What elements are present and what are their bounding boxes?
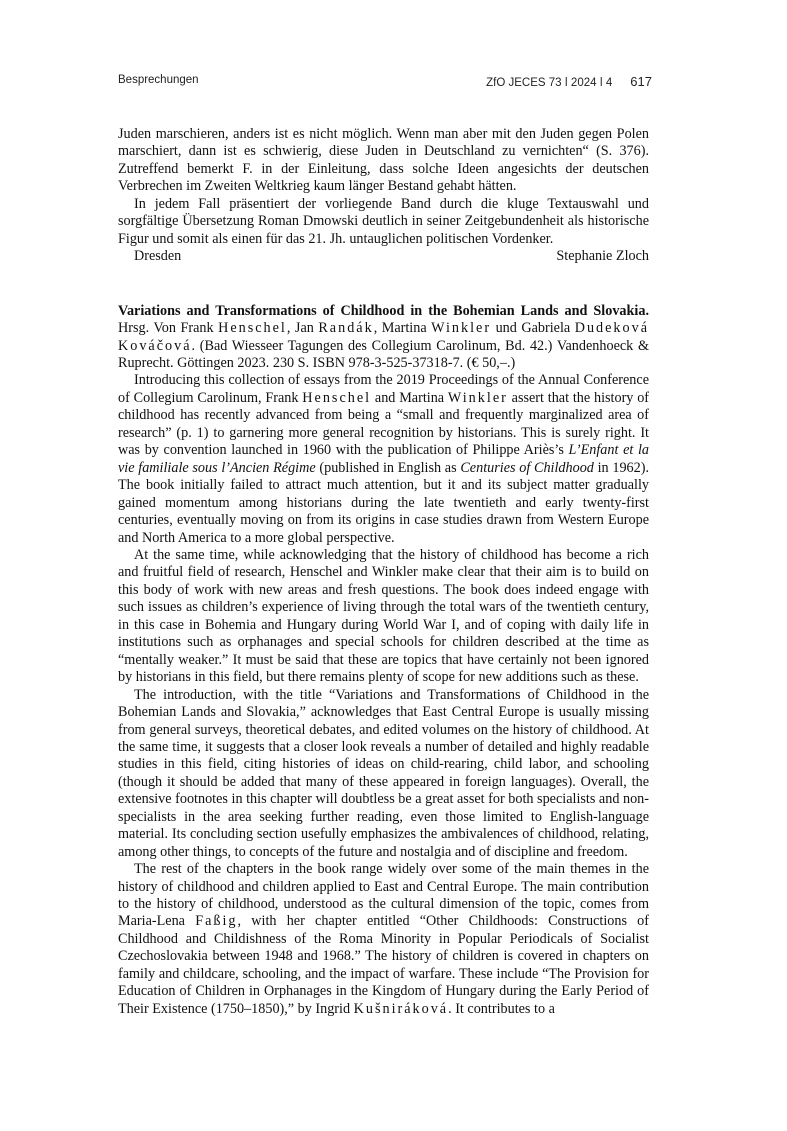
- text-run: . It contributes to a: [448, 1000, 555, 1017]
- reviewer-name: Stephanie Zloch: [556, 248, 649, 265]
- author-name: Henschel: [302, 389, 372, 406]
- page-body: [118, 126, 649, 1018]
- editor-name: Henschel: [218, 320, 287, 337]
- journal-issue: ZfO JECES 73 ǀ 2024 ǀ 4: [486, 77, 613, 89]
- book-citation: Centuries of Childhood: [460, 459, 594, 476]
- editor-name: Dudeková Kováčová: [118, 320, 650, 354]
- editor-separator: , Jan: [286, 320, 314, 337]
- text-run: The rest of the chapters in the book range widely over some of the main themes in the history of childhood and children applied to East and Central Europe. The main contribution to the history of childhood, understood as the cultural dimension of the topic, comes from Maria-Lena: [118, 861, 649, 930]
- page-number: 617: [630, 74, 652, 89]
- text-run: assert that the history of childhood has recently advanced from being a “small and frequently marginalized area of research” (p. 1) to garnering more general recognition by historians. This is surely right. It was by convention launched in 1960 with the publication of Philippe Ariès’s: [118, 389, 650, 459]
- editor-separator: , Martina: [373, 320, 427, 337]
- review-paragraph-2: At the same time, while acknowledging that the history of childhood has become a rich and fruitful field of research, Henschel and Winkler make clear that their aim is to build on this body of work with new areas and fresh questions. The book does indeed engage with such issues as children’s experience of living through the total wars of the twentieth century, in this case in Bohemia and Hungary during World War I, and of coping with daily life in institutions such as orphanages and special schools for children described at the time as “mentally weaker.” It must be said that these are topics that have certainly not been ignored by historians in this field, but there remains plenty of scope for new additions such as these.: [118, 546, 649, 686]
- prev-review-paragraph-1: Juden marschieren, anders ist es nicht möglich. Wenn man aber mit den Juden gegen Polen marschiert, dann ist es schwierig, diese Juden in Deutschland zu vernichten“ (S. 376). Zutreffend bemerkt F. in der Einleitung, dass solche Ideen angesichts der deutschen Verbrechen im Zweiten Weltkrieg kaum länger Bestand gehabt hätten.: [118, 126, 649, 195]
- review-paragraph-1: [118, 372, 649, 547]
- book-title: Variations and Transformations of Childhood in the Bohemian Lands and Slovakia.: [118, 302, 649, 319]
- author-name: Winkler: [447, 389, 508, 406]
- editors-prefix: Hrsg. Von Frank: [118, 320, 214, 337]
- running-header: [118, 74, 652, 92]
- text-run: Introducing this collection of essays from the 2019 Proceedings of the Annual Conference of Collegium Carolinum, Frank: [118, 372, 649, 406]
- review-place: Dresden: [134, 248, 182, 265]
- editor-name: Winkler: [431, 320, 492, 337]
- editor-separator: und Gabriela: [495, 320, 571, 337]
- author-name: Faßig: [195, 913, 238, 930]
- author-name: Kušniráková: [353, 1000, 449, 1017]
- prev-review-signature: [118, 248, 649, 265]
- bibliographic-details: . (Bad Wiesseer Tagungen des Collegium Carolinum, Bd. 42.) Vandenhoeck & Ruprecht. Göttingen 2023. 230 S. ISBN 978-3-525-37318-7. (€ 50,–.): [118, 337, 649, 371]
- review-bibliographic-header: [118, 303, 649, 373]
- text-run: and Martina: [374, 389, 445, 406]
- book-citation: L’Enfant et la vie familiale sous l’Ancien Régime: [118, 442, 649, 476]
- text-run: (published in English as: [319, 459, 457, 476]
- text-run: , with her chapter entitled “Other Childhoods: Constructions of Childhood and Childishness of the Roma Minority in Popular Periodicals of Socialist Czechoslovakia between 1948 and 1968.” The history of children is covered in chapters on family and childcare, schooling, and the impact of warfare. These include “The Provision for Education of Children in Orphanages in the Kingdom of Hungary during the Early Period of Their Existence (1750–1850),” by Ingrid: [118, 913, 650, 1017]
- prev-review-paragraph-2: In jedem Fall präsentiert der vorliegende Band durch die kluge Textauswahl und sorgfältige Übersetzung Roman Dmowski deutlich in seiner Zeitgebundenheit als historische Figur und somit als einen für das 21. Jh. untauglichen politischen Vordenker.: [118, 195, 649, 247]
- text-run: in 1962). The book initially failed to attract much attention, but it and its subject matter gradually gained momentum among historians during the late twentieth and early twenty-first centuries, eventually moving on from its origins in case studies drawn from Western Europe and North America to a more global perspective.: [118, 459, 650, 546]
- section-title: Besprechungen: [118, 74, 199, 86]
- review-paragraph-3: The introduction, with the title “Variations and Transformations of Childhood in the Bohemian Lands and Slovakia,” acknowledges that East Central Europe is usually missing from general surveys, theoretical debates, and edited volumes on the history of childhood. At the same time, it suggests that a closer look reveals a number of detailed and highly readable studies in this field, citing histories of ideas on child-rearing, child labor, and schooling (though it should be added that many of these appeared in foreign languages). Overall, the extensive footnotes in this chapter will doubtless be a great asset for both specialists and non-specialists in the area seeking further reading, even those limited to English-language material. Its concluding section usefully emphasizes the ambivalences of childhood, relating, among other things, to concepts of the future and nostalgia and of discipline and freedom.: [118, 686, 649, 860]
- editor-name: Randák: [318, 320, 374, 337]
- review-paragraph-4: [118, 861, 649, 1018]
- journal-info: [486, 74, 652, 89]
